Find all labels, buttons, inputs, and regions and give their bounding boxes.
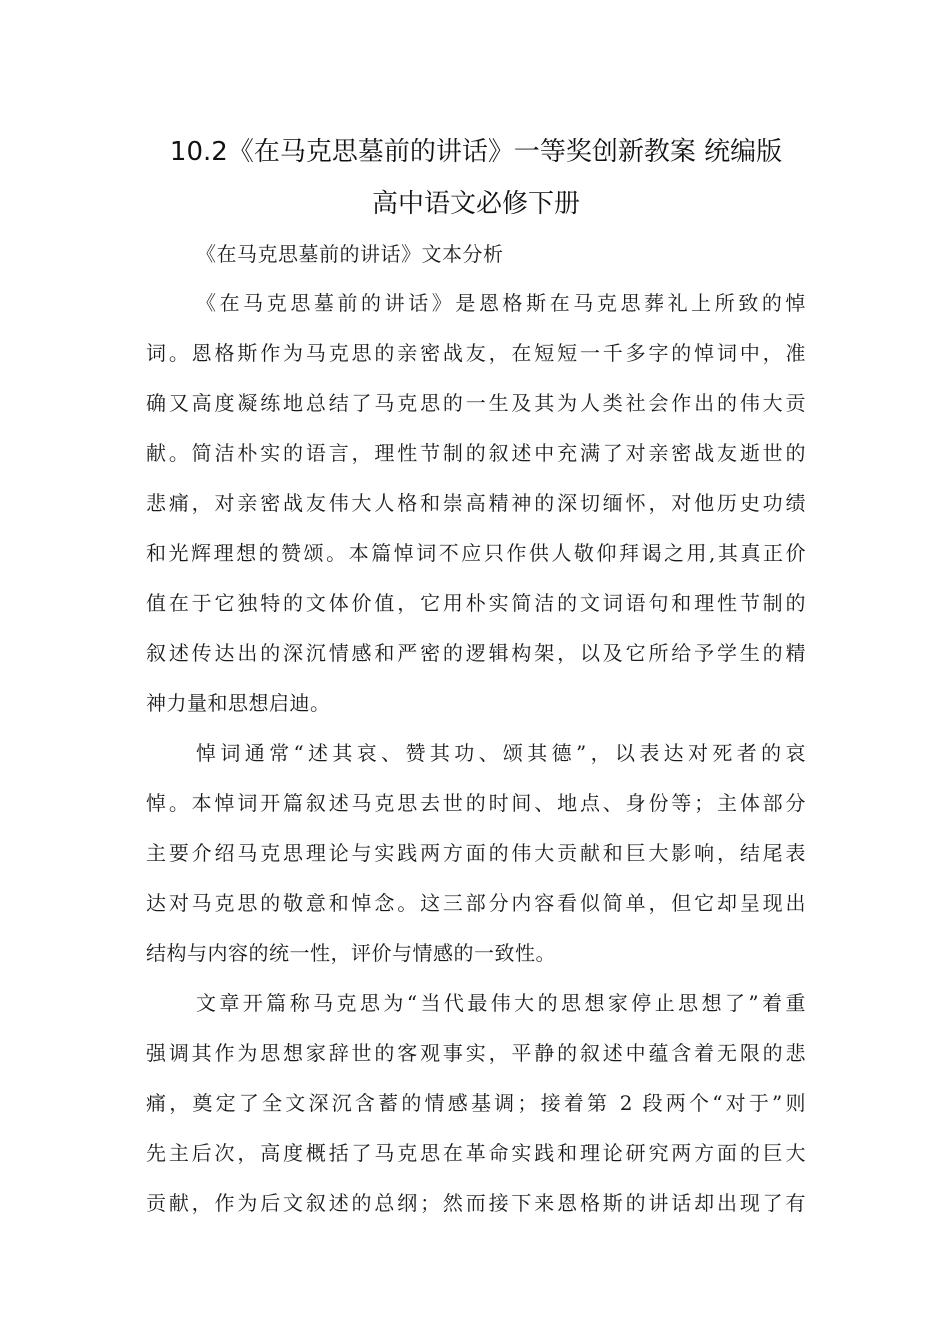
paragraph-2-line: 达对马克思的敬意和悼念。这三部分内容看似简单，但它却呈现出 [146,891,806,915]
paragraph-2-line: 主要介绍马克思理论与实践两方面的伟大贡献和巨大影响，结尾表 [146,841,806,865]
paragraph-1-line: 值在于它独特的文体价值，它用朴实简洁的文词语句和理性节制的 [146,591,806,615]
paragraph-3-line: 痛，奠定了全文深沉含蓄的情感基调；接着第 2 段两个“对于”则 [146,1091,806,1115]
paragraph-1-line: 悲痛，对亲密战友伟大人格和崇高精神的深切缅怀，对他历史功绩 [146,491,806,515]
paragraph-2-line: 悼词通常“述其哀、赞其功、颂其德”，以表达对死者的哀 [196,741,806,765]
paragraph-3-line: 强调其作为思想家辞世的客观事实，平静的叙述中蕴含着无限的悲 [146,1041,806,1065]
paragraph-3-line: 贡献，作为后文叙述的总纲；然而接下来恩格斯的讲话却出现了有 [146,1191,806,1215]
paragraph-1-line: 和光辉理想的赞颂。本篇悼词不应只作供人敬仰拜谒之用,其真正价 [146,541,806,565]
paragraph-1-line: 《在马克思墓前的讲话》是恩格斯在马克思葬礼上所致的悼 [196,291,806,315]
paragraph-1-line: 神力量和思想启迪。 [146,691,331,715]
paragraph-1-line: 叙述传达出的深沉情感和严密的逻辑构架，以及它所给予学生的精 [146,641,806,665]
paragraph-1-line: 词。恩格斯作为马克思的亲密战友，在短短一千多字的悼词中，准 [146,341,806,365]
paragraph-1-line: 确又高度凝练地总结了马克思的一生及其为人类社会作出的伟大贡 [146,391,806,415]
paragraph-3-line: 文章开篇称马克思为“当代最伟大的思想家停止思想了”着重 [196,991,806,1015]
paragraph-1-line: 献。简洁朴实的语言，理性节制的叙述中充满了对亲密战友逝世的 [146,441,806,465]
document-title-line-2: 高中语文必修下册 [371,189,580,219]
paragraph-2-line: 悼。本悼词开篇叙述马克思去世的时间、地点、身份等；主体部分 [146,791,806,815]
paragraph-2-line: 结构与内容的统一性，评价与情感的一致性。 [146,941,556,965]
paragraph-3-line: 先主后次，高度概括了马克思在革命实践和理论研究两方面的巨大 [146,1141,806,1165]
document-title-line-1: 10.2《在马克思墓前的讲话》一等奖创新教案 统编版 [169,137,783,167]
section-heading: 《在马克思墓前的讲话》文本分析 [196,242,504,266]
